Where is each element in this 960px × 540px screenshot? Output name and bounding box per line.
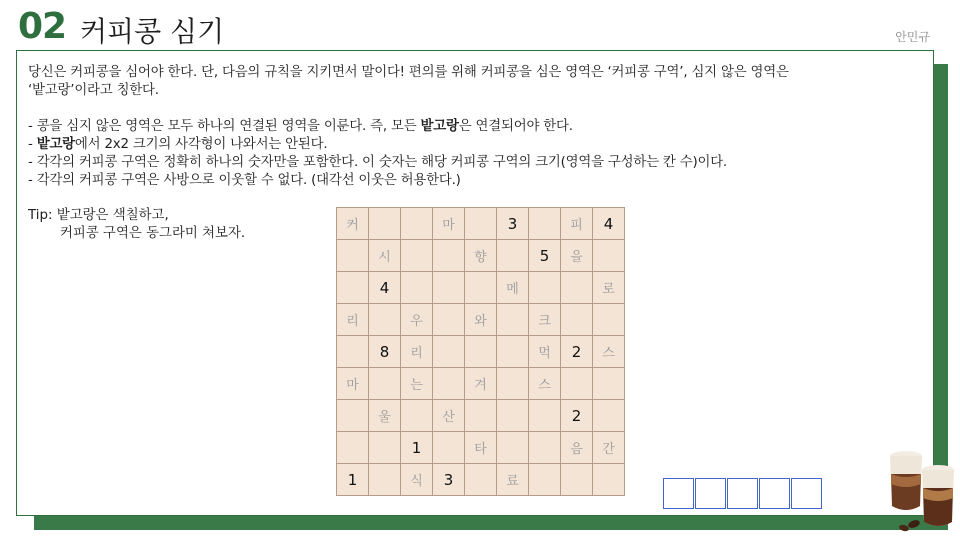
grid-cell[interactable]: 시 bbox=[369, 240, 401, 272]
grid-cell[interactable] bbox=[369, 208, 401, 240]
grid-cell[interactable]: 스 bbox=[529, 368, 561, 400]
grid-cell[interactable]: 먹 bbox=[529, 336, 561, 368]
grid-cell[interactable] bbox=[337, 240, 369, 272]
puzzle-grid bbox=[336, 207, 625, 496]
grid-cell[interactable] bbox=[497, 432, 529, 464]
grid-cell[interactable]: 로 bbox=[593, 272, 625, 304]
grid-cell[interactable] bbox=[337, 336, 369, 368]
grid-cell[interactable]: 식 bbox=[401, 464, 433, 496]
grid-cell[interactable] bbox=[465, 336, 497, 368]
grid-cell[interactable]: 향 bbox=[465, 240, 497, 272]
grid-cell[interactable] bbox=[401, 400, 433, 432]
grid-cell[interactable] bbox=[401, 208, 433, 240]
grid-cell[interactable]: 와 bbox=[465, 304, 497, 336]
grid-cell[interactable]: 울 bbox=[369, 400, 401, 432]
grid-cell[interactable]: 는 bbox=[401, 368, 433, 400]
grid-cell[interactable]: 우 bbox=[401, 304, 433, 336]
grid-cell[interactable]: 피 bbox=[561, 208, 593, 240]
tip-line-1: Tip: 밭고랑은 색칠하고, bbox=[28, 208, 169, 223]
coffee-cups-icon bbox=[884, 444, 960, 538]
grid-cell[interactable]: 2 bbox=[561, 400, 593, 432]
grid-cell[interactable]: 을 bbox=[561, 240, 593, 272]
grid-cell[interactable] bbox=[465, 272, 497, 304]
grid-cell[interactable]: 1 bbox=[401, 432, 433, 464]
answer-box[interactable] bbox=[759, 478, 790, 509]
tip-line-2: 커피콩 구역은 동그라미 쳐보자. bbox=[60, 226, 246, 241]
grid-cell[interactable]: 8 bbox=[369, 336, 401, 368]
grid-cell[interactable]: 마 bbox=[337, 368, 369, 400]
grid-cell[interactable] bbox=[529, 464, 561, 496]
grid-cell[interactable]: 4 bbox=[593, 208, 625, 240]
grid-cell[interactable] bbox=[337, 432, 369, 464]
grid-cell[interactable] bbox=[593, 240, 625, 272]
grid-cell[interactable] bbox=[593, 304, 625, 336]
grid-cell[interactable]: 료 bbox=[497, 464, 529, 496]
rule-4: - 각각의 커피콩 구역은 사방으로 이웃할 수 없다. (대각선 이웃은 허용한다.) bbox=[28, 173, 461, 188]
grid-cell[interactable] bbox=[433, 432, 465, 464]
intro-paragraph bbox=[28, 64, 868, 100]
answer-boxes bbox=[663, 478, 823, 509]
grid-cell[interactable]: 2 bbox=[561, 336, 593, 368]
grid-cell[interactable]: 겨 bbox=[465, 368, 497, 400]
grid-cell[interactable]: 산 bbox=[433, 400, 465, 432]
grid-cell[interactable]: 리 bbox=[337, 304, 369, 336]
grid-cell[interactable] bbox=[593, 400, 625, 432]
grid-cell[interactable]: 4 bbox=[369, 272, 401, 304]
grid-cell[interactable] bbox=[497, 400, 529, 432]
grid-cell[interactable] bbox=[561, 304, 593, 336]
grid-cell[interactable] bbox=[369, 464, 401, 496]
rules-list bbox=[28, 118, 908, 190]
rule-1: - 콩을 심지 않은 영역은 모두 하나의 연결된 영역을 이룬다. 즉, 모든 밭고랑은 연결되어야 한다. bbox=[28, 119, 573, 134]
grid-cell[interactable] bbox=[529, 400, 561, 432]
page-title: 커피콩 심기 bbox=[80, 15, 225, 48]
grid-cell[interactable] bbox=[433, 304, 465, 336]
grid-cell[interactable] bbox=[593, 368, 625, 400]
grid-cell[interactable] bbox=[529, 272, 561, 304]
grid-cell[interactable] bbox=[529, 208, 561, 240]
grid-cell[interactable] bbox=[369, 304, 401, 336]
answer-box[interactable] bbox=[663, 478, 694, 509]
grid-cell[interactable]: 음 bbox=[561, 432, 593, 464]
grid-cell[interactable]: 5 bbox=[529, 240, 561, 272]
grid-cell[interactable]: 1 bbox=[337, 464, 369, 496]
grid-cell[interactable] bbox=[497, 240, 529, 272]
grid-cell[interactable] bbox=[561, 272, 593, 304]
answer-box[interactable] bbox=[727, 478, 758, 509]
grid-cell[interactable] bbox=[337, 400, 369, 432]
grid-cell[interactable] bbox=[401, 240, 433, 272]
answer-box[interactable] bbox=[791, 478, 822, 509]
grid-cell[interactable] bbox=[465, 208, 497, 240]
grid-cell[interactable] bbox=[465, 464, 497, 496]
grid-cell[interactable]: 3 bbox=[433, 464, 465, 496]
grid-cell[interactable]: 3 bbox=[497, 208, 529, 240]
grid-cell[interactable]: 타 bbox=[465, 432, 497, 464]
intro-line-1: 당신은 커피콩을 심어야 한다. 단, 다음의 규칙을 지키면서 말이다! 편의를 위해 커피콩을 심은 영역은 ‘커피콩 구역’, 심지 않은 영역은 bbox=[28, 65, 789, 80]
grid-cell[interactable]: 스 bbox=[593, 336, 625, 368]
grid-cell[interactable] bbox=[433, 336, 465, 368]
grid-cell[interactable] bbox=[497, 368, 529, 400]
grid-cell[interactable] bbox=[433, 368, 465, 400]
grid-cell[interactable] bbox=[561, 464, 593, 496]
grid-cell[interactable] bbox=[497, 336, 529, 368]
grid-cell[interactable] bbox=[337, 272, 369, 304]
rule-3: - 각각의 커피콩 구역은 정확히 하나의 숫자만을 포함한다. 이 숫자는 해당 커피콩 구역의 크기(영역을 구성하는 칸 수)이다. bbox=[28, 155, 727, 170]
grid-cell[interactable]: 커 bbox=[337, 208, 369, 240]
rule-2: - 밭고랑에서 2x2 크기의 사각형이 나와서는 안된다. bbox=[28, 137, 328, 152]
grid-cell[interactable] bbox=[433, 240, 465, 272]
grid-cell[interactable]: 리 bbox=[401, 336, 433, 368]
grid-cell[interactable] bbox=[401, 272, 433, 304]
answer-box[interactable] bbox=[695, 478, 726, 509]
section-number: 02 bbox=[18, 6, 67, 47]
author-name: 안민규 bbox=[895, 30, 930, 44]
grid-cell[interactable] bbox=[561, 368, 593, 400]
grid-cell[interactable] bbox=[465, 400, 497, 432]
grid-cell[interactable] bbox=[593, 464, 625, 496]
intro-line-2: ‘밭고랑’이라고 칭한다. bbox=[28, 83, 159, 98]
grid-cell[interactable] bbox=[369, 368, 401, 400]
grid-cell[interactable]: 간 bbox=[593, 432, 625, 464]
grid-cell[interactable] bbox=[529, 432, 561, 464]
grid-cell[interactable]: 메 bbox=[497, 272, 529, 304]
grid-cell[interactable] bbox=[497, 304, 529, 336]
grid-cell[interactable]: 크 bbox=[529, 304, 561, 336]
grid-cell[interactable] bbox=[369, 432, 401, 464]
grid-cell[interactable] bbox=[433, 272, 465, 304]
grid-cell[interactable]: 마 bbox=[433, 208, 465, 240]
